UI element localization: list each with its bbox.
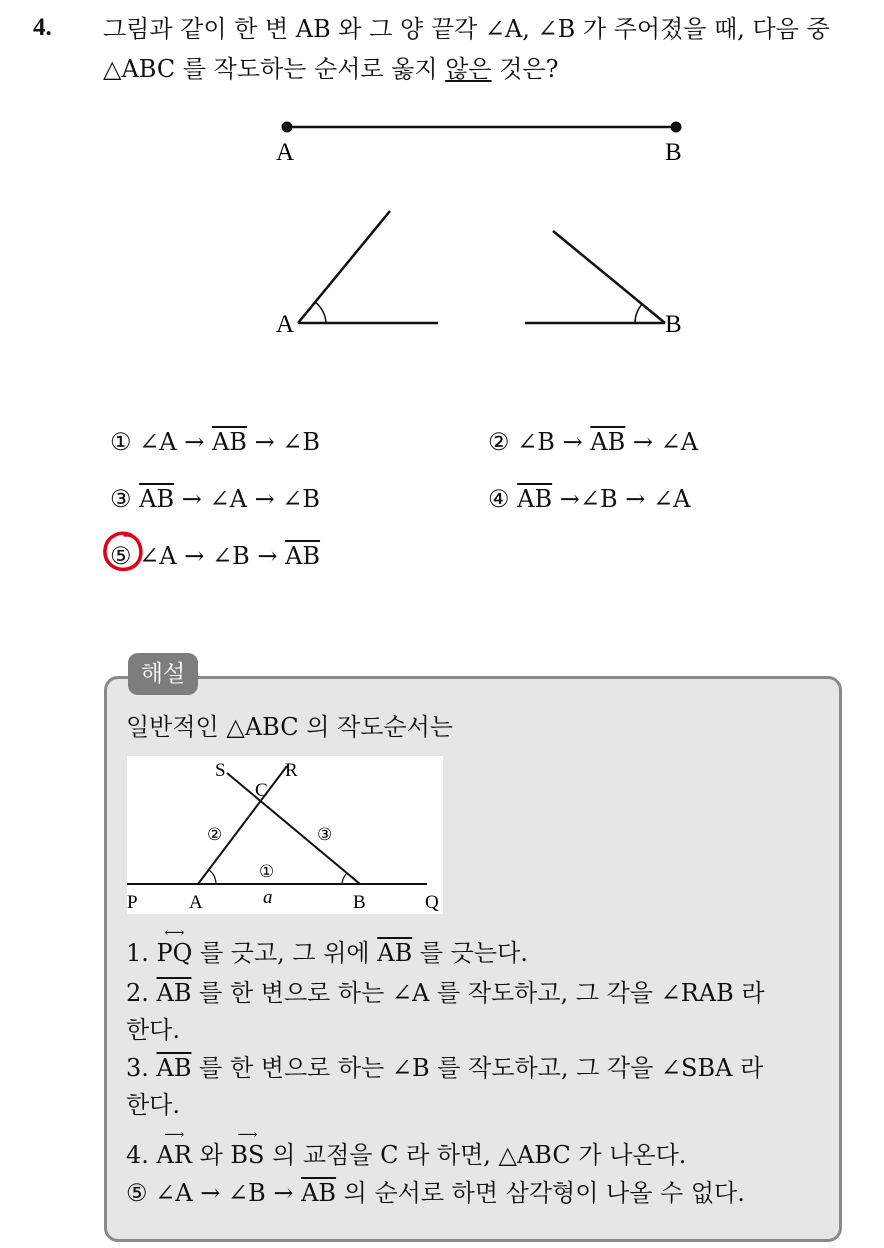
step4-prefix: 4. [126, 1141, 157, 1169]
solution-intro: 일반적인 △ABC 의 작도순서는 [126, 713, 453, 741]
choice-5-part1: ∠A → ∠B → [139, 542, 286, 570]
step1-mid: 를 긋고, 그 위에 [192, 939, 378, 967]
step4-ray-ar: AR [156, 1141, 192, 1169]
label-step1: ① [259, 862, 275, 882]
step2-text: 를 한 변으로 하는 ∠A 를 작도하고, 그 각을 ∠RAB 라 [191, 979, 765, 1007]
segment-label-a: A [276, 139, 295, 166]
choice-3-number: ③ [110, 485, 132, 513]
label-q: Q [425, 892, 439, 913]
step2-segment: $\overline{AB}$ [156, 979, 192, 1007]
label-c: C [255, 780, 268, 801]
choice-2-number: ② [488, 428, 510, 456]
choice-2[interactable] [488, 428, 698, 456]
angle-a-arc [315, 302, 326, 323]
solution-tag: 해설 [128, 653, 198, 695]
answer-circle-mark [101, 529, 145, 573]
choice-1-segment: $\overline{AB}$ [211, 428, 247, 456]
step1-suffix: 를 긋는다. [412, 939, 528, 967]
step2-prefix: 2. [126, 979, 157, 1007]
step5-segment: $\overline{AB}$ [301, 1179, 337, 1207]
choice-3-part3: → ∠A → ∠B [174, 485, 321, 513]
step1-line-name: PQ [156, 939, 193, 967]
choice-5-number: ⑤ [110, 542, 132, 570]
choice-1-part1: ∠A → [139, 428, 212, 456]
solution-step-4 [126, 1127, 687, 1170]
label-b: B [353, 892, 366, 913]
solution-step-1 [126, 925, 528, 968]
solution-step-5 [126, 1178, 745, 1208]
choice-5-segment: $\overline{AB}$ [285, 542, 321, 570]
step1-prefix: 1. [126, 939, 157, 967]
label-step3: ③ [317, 825, 333, 845]
step4-ray-bs: BS [230, 1141, 265, 1169]
choice-1-part3: → ∠B [246, 428, 321, 456]
step3-text: 를 한 변으로 하는 ∠B 를 작도하고, 그 각을 ∠SBA 라 [191, 1054, 764, 1082]
choice-1[interactable] [110, 428, 320, 456]
label-a: A [189, 892, 203, 913]
choice-2-part1: ∠B → [517, 428, 591, 456]
angle-b-arc-small [342, 873, 347, 884]
question-number: 4. [33, 14, 52, 41]
segment-endpoint-a [282, 122, 293, 133]
label-step2: ② [207, 825, 223, 845]
step5-prefix: ⑤ ∠A → ∠B → [126, 1179, 302, 1207]
construction-figure [127, 756, 443, 914]
choice-4-part3: →∠B → ∠A [552, 485, 691, 513]
label-p: P [127, 892, 138, 913]
angle-a-arc-small [209, 870, 216, 884]
step5-suffix: 의 순서로 하면 삼각형이 나올 수 없다. [336, 1179, 745, 1207]
segment-label-b: B [665, 139, 682, 166]
label-s: S [215, 760, 226, 781]
step4-suffix: 의 교점을 C 라 하면, △ABC 가 나온다. [264, 1141, 687, 1169]
choice-3-segment: $\overline{AB}$ [139, 485, 175, 513]
solution-step-2 [126, 978, 765, 1008]
angle-b-arc [635, 304, 642, 323]
choice-4-part1 [510, 485, 518, 513]
angle-label-a: A [276, 311, 295, 338]
step1-segment: $\overline{AB}$ [377, 939, 413, 967]
given-figure [0, 0, 884, 360]
choice-3-part1 [132, 485, 140, 513]
question-line2-pre: △ABC 를 작도하는 순서로 옳지 [103, 55, 446, 83]
choice-4-number: ④ [488, 485, 510, 513]
choice-1-number: ① [110, 428, 132, 456]
solution-step-2-cont: 한다. [126, 1016, 180, 1044]
angle-a-ray [298, 211, 390, 323]
double-arrow-icon: ⟷ [164, 925, 185, 941]
label-r: R [285, 760, 298, 781]
choice-4[interactable] [488, 485, 690, 513]
step4-mid: 와 [191, 1141, 231, 1169]
right-arrow-icon: ⟶ [237, 1127, 258, 1143]
vector-pq [156, 925, 193, 968]
question-text-line1: 그림과 같이 한 변 AB 와 그 양 끝각 ∠A, ∠B 가 주어졌을 때, 다음 중 [103, 15, 830, 43]
label-side-a: a [263, 887, 273, 908]
vector-bs [230, 1127, 265, 1170]
solution-step-3 [126, 1053, 763, 1083]
right-arrow-icon: ⟶ [164, 1127, 185, 1143]
construction-figure-svg [127, 756, 443, 914]
question-line2-post: 것은? [491, 55, 559, 83]
angle-label-b: B [665, 311, 682, 338]
choice-2-part3: → ∠A [625, 428, 699, 456]
step3-prefix: 3. [126, 1054, 157, 1082]
step3-segment: $\overline{AB}$ [156, 1054, 192, 1082]
choice-2-segment: $\overline{AB}$ [590, 428, 626, 456]
angle-b-ray [553, 231, 665, 323]
question-negation-underlined: 않은 [445, 55, 492, 83]
choice-3[interactable] [110, 485, 320, 513]
segment-endpoint-b [671, 122, 682, 133]
vector-ar [156, 1127, 192, 1170]
choice-4-segment: $\overline{AB}$ [517, 485, 553, 513]
solution-step-3-cont: 한다. [126, 1091, 180, 1119]
ray-bs [227, 773, 360, 884]
